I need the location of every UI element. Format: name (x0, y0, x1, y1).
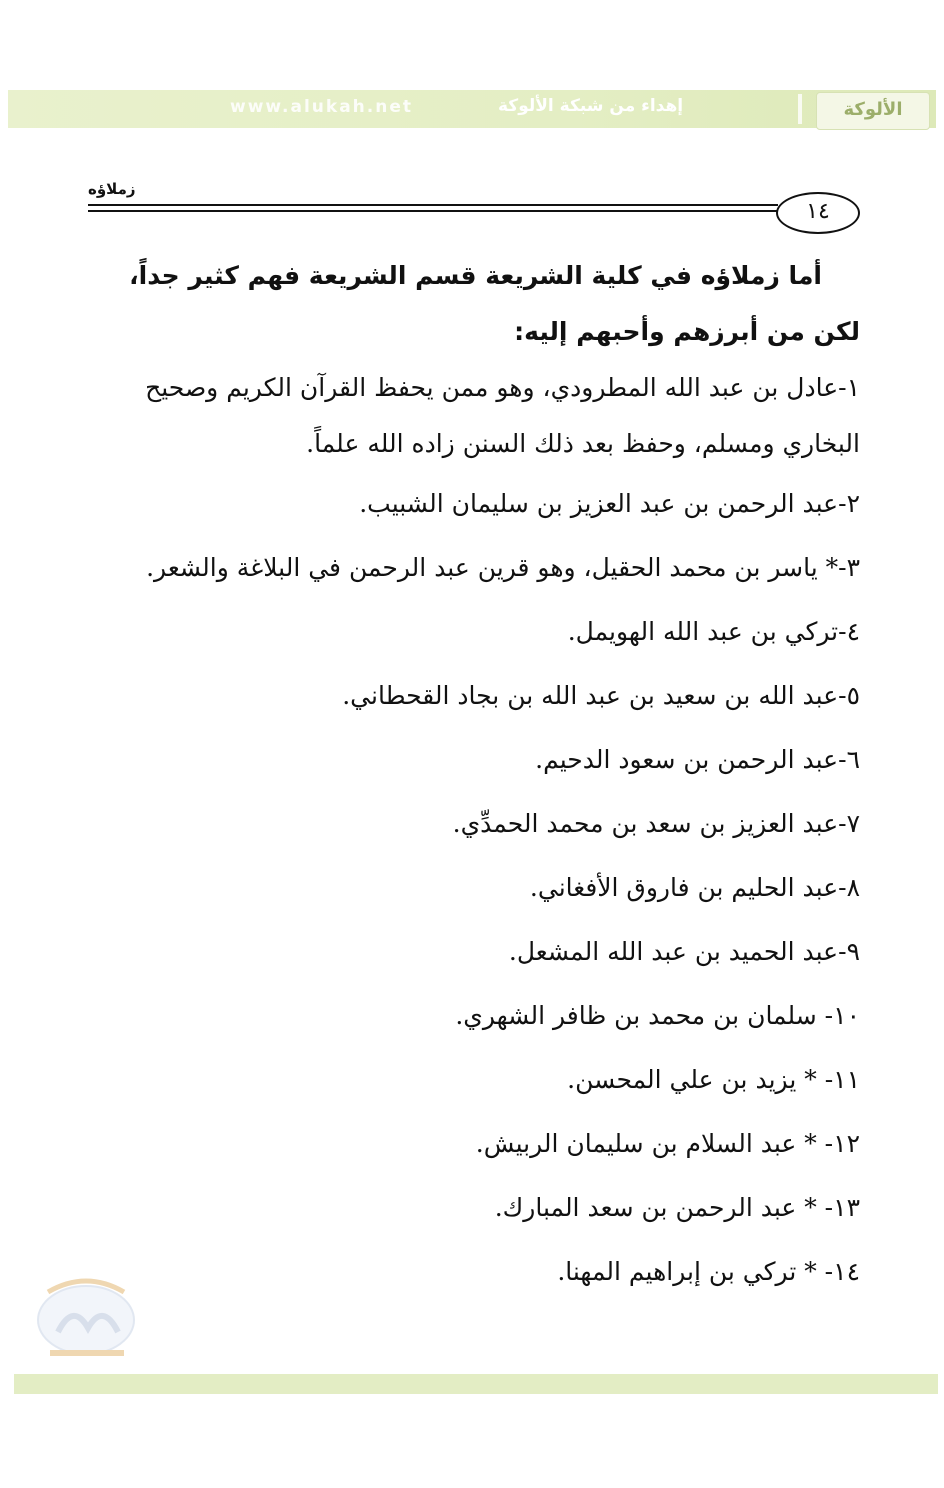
list-item: ١٣- * عبد الرحمن بن سعد المبارك. (494, 1193, 860, 1222)
header-rule (88, 204, 778, 206)
list-item: ١٤- * تركي بن إبراهيم المهنا. (557, 1257, 860, 1286)
list-item: ١١- * يزيد بن علي المحسن. (567, 1065, 860, 1094)
banner-url[interactable]: www.alukah.net (230, 97, 413, 117)
list-item: ٣-* ياسر بن محمد الحقيل، وهو قرين عبد الرحمن في البلاغة والشعر. (146, 553, 860, 582)
banner-separator (798, 94, 802, 124)
list-item: ٩-عبد الحميد بن عبد الله المشعل. (508, 937, 860, 966)
list-item: ٥-عبد الله بن سعيد بن عبد الله بن بجاد القحطاني. (342, 681, 860, 710)
page-body (80, 248, 860, 1304)
page-number: ١٤ (776, 192, 860, 234)
running-title: زملاؤه (88, 180, 136, 198)
header-rule (88, 210, 778, 212)
watermark-logo-icon (28, 1262, 144, 1362)
list-item: ٤-تركي بن عبد الله الهويمل. (567, 617, 860, 646)
list-item: ٨-عبد الحليم بن فاروق الأفغاني. (529, 873, 860, 902)
banner-gift-text: إهداء من شبكة الألوكة (498, 96, 684, 116)
list-item: ١-عادل بن عبد الله المطرودي، وهو ممن يحفظ القرآن الكريم وصحيح البخاري ومسلم، وحفظ بعد ذلك السنن زاده الله علماً. (145, 373, 860, 458)
bottom-bar (14, 1374, 938, 1394)
list-item: ٢-عبد الرحمن بن عبد العزيز بن سليمان الشبيب. (359, 489, 860, 518)
list-item: ٦-عبد الرحمن بن سعود الدحيم. (535, 745, 860, 774)
list-item: ٧-عبد العزيز بن سعد بن محمد الحمدِّي. (452, 809, 860, 838)
intro-paragraph: أما زملاؤه في كلية الشريعة قسم الشريعة فهم كثير جداً، لكن من أبرزهم وأحبهم إليه: (129, 261, 860, 346)
alukah-logo-icon: الألوكة (816, 92, 930, 130)
list-item: ١٠- سلمان بن محمد بن ظافر الشهري. (455, 1001, 860, 1030)
list-item: ١٢- * عبد السلام بن سليمان الربيش. (475, 1129, 860, 1158)
top-banner (8, 90, 936, 128)
colleagues-list (80, 360, 860, 1304)
